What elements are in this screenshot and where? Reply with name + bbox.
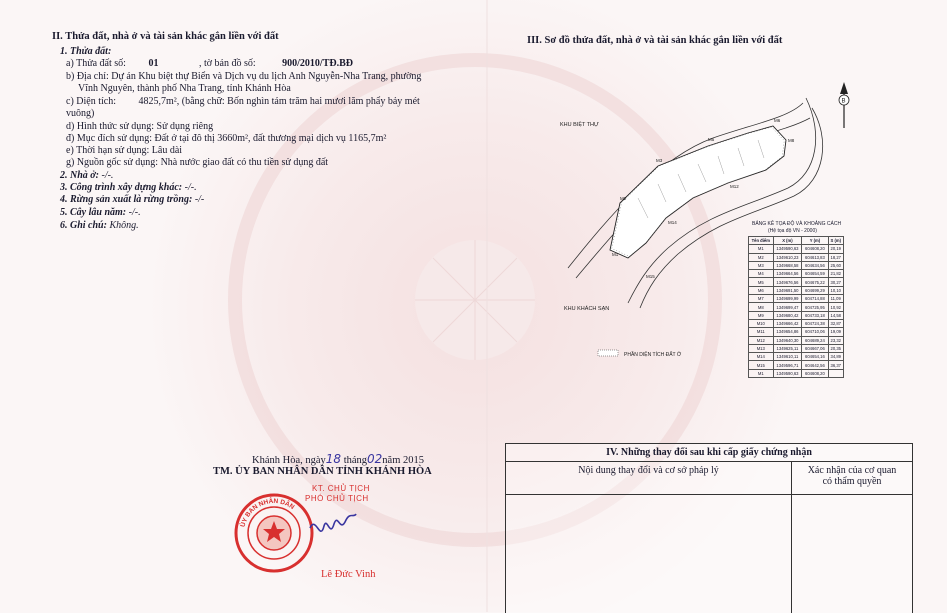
year-label: năm 2015 (382, 455, 424, 466)
svg-text:M15: M15 (646, 274, 655, 279)
signer-name: Lê Đức Vinh (321, 569, 376, 580)
coord-row (749, 295, 844, 303)
svg-text:M12: M12 (730, 184, 739, 189)
svg-text:ỦY BAN NHÂN DÂN: ỦY BAN NHÂN DÂN (239, 497, 296, 528)
coord-cell: 1349699,99 (773, 295, 802, 303)
kt-chairman: KT. CHỦ TỊCH (312, 484, 370, 493)
land-number-value: 01 (148, 58, 159, 69)
coord-cell: 11,09 (828, 295, 844, 303)
coord-cell: 10,10 (828, 286, 844, 294)
north-arrow-icon (839, 82, 849, 128)
coord-cell: 1349590,63 (773, 245, 802, 253)
item-construction-value: -/-. (184, 182, 197, 193)
item-construction (60, 182, 197, 194)
coord-cell: 30,27 (828, 278, 844, 286)
coord-cell: 1349590,63 (773, 369, 802, 377)
coord-cell: 36,37 (828, 361, 844, 369)
coord-cell: M13 (749, 344, 774, 352)
section3-title: III. Sơ đồ thửa đất, nhà ở và tài sản khác gắn liền với đất (527, 35, 783, 46)
coord-cell: M10 (749, 319, 774, 327)
coord-header-cell: X (m) (773, 237, 802, 245)
coord-cell: 1349610,11 (773, 353, 802, 361)
official-seal-and-signature (232, 490, 362, 580)
coord-cell: 1349640,30 (773, 336, 802, 344)
map-sheet-value: 900/2010/TĐ.BĐ (282, 58, 353, 69)
coord-cell: 1349666,42 (773, 319, 802, 327)
coord-table-title: BẢNG KÊ TỌA ĐỘ VÀ KHOẢNG CÁCH (752, 221, 842, 227)
coord-cell: M5 (749, 278, 774, 286)
coord-cell: 25,60 (828, 261, 844, 269)
coord-row (749, 369, 844, 377)
coord-cell: 14,58 (828, 311, 844, 319)
coord-cell: M6 (749, 286, 774, 294)
area-label: c) Diện tích: (66, 96, 116, 107)
item-house-value: -/-. (101, 170, 114, 181)
coord-cell: M1 (749, 245, 774, 253)
coord-cell (828, 369, 844, 377)
label-khu-biet-thu: KHU BIỆT THỰ (560, 122, 599, 128)
coord-cell: 20,19 (828, 245, 844, 253)
signature-stroke (310, 514, 356, 531)
vice-chairman: PHÓ CHỦ TỊCH (305, 494, 369, 503)
coord-row (749, 328, 844, 336)
legend-label: PHẦN DIỆN TÍCH ĐẤT Ở (624, 352, 682, 358)
section4-title: IV. Những thay đổi sau khi cấp giấy chứng nhận (506, 444, 912, 462)
address-line-1: b) Địa chỉ: Dự án Khu biệt thự Biển và Dịch vụ du lịch Anh Nguyễn-Nha Trang, phường (66, 71, 422, 82)
coord-cell: 1349668,58 (773, 261, 802, 269)
coordinate-table (748, 236, 844, 378)
item-note-value: Không. (109, 220, 139, 231)
svg-text:M3: M3 (656, 158, 663, 163)
usage-term: e) Thời hạn sử dụng: Lâu dài (66, 145, 183, 156)
coord-row (749, 311, 844, 319)
coord-cell: 604667,06 (802, 344, 828, 352)
svg-text:M6: M6 (774, 118, 781, 123)
usage-origin: g) Nguồn gốc sử dụng: Nhà nước giao đất có thu tiền sử dụng đất (66, 157, 329, 168)
coord-row (749, 319, 844, 327)
item-trees-value: -/-. (128, 207, 141, 218)
confirmation-header-line-2: có thẩm quyền (822, 476, 882, 487)
coord-cell: 604654,16 (802, 353, 828, 361)
coord-cell: 604675,22 (802, 278, 828, 286)
coord-cell: 1349596,71 (773, 361, 802, 369)
area-row (66, 96, 420, 108)
coord-cell: 1349676,56 (773, 278, 802, 286)
svg-text:B: B (841, 98, 846, 105)
land-number-row (66, 58, 353, 70)
area-value: 4825,7m², (bằng chữ: Bốn nghìn tám trăm hai mươi lăm phẩy bảy mét (138, 96, 420, 107)
coord-cell: M11 (749, 328, 774, 336)
coord-cell: 604714,88 (802, 295, 828, 303)
item-forest (60, 194, 204, 206)
coord-row (749, 361, 844, 369)
coord-header-cell: S (m) (828, 237, 844, 245)
coord-cell: M15 (749, 361, 774, 369)
coord-table-subtitle: (Hệ tọa độ VN - 2000) (768, 228, 817, 234)
changes-confirmation-header (792, 462, 912, 495)
confirmation-header-line-1: Xác nhận của cơ quan (807, 465, 897, 476)
changes-confirmation-column (792, 462, 912, 613)
coord-cell: 1349664,56 (773, 270, 802, 278)
coord-cell: 1349610,23 (773, 253, 802, 261)
coord-cell: 32,87 (828, 319, 844, 327)
coord-cell: 604608,20 (802, 369, 828, 377)
coord-cell: 604733,18 (802, 311, 828, 319)
item-construction-label: 3. Công trình xây dựng khác: (60, 182, 183, 193)
coord-cell: 21,82 (828, 270, 844, 278)
coord-cell: 604634,56 (802, 261, 828, 269)
coord-cell: M14 (749, 353, 774, 361)
coord-cell: 10,92 (828, 303, 844, 311)
coord-cell: M8 (749, 303, 774, 311)
usage-form: d) Hình thức sử dụng: Sử dụng riêng (66, 121, 214, 132)
legend-swatch (598, 350, 618, 356)
coord-row (749, 261, 844, 269)
coord-row (749, 336, 844, 344)
coord-cell: 20,35 (828, 344, 844, 352)
item-trees-label: 5. Cây lâu năm: (60, 207, 127, 218)
coord-cell: 604724,38 (802, 319, 828, 327)
section2-title: II. Thửa đất, nhà ở và tài sản khác gắn liền với đất (52, 31, 279, 42)
coord-cell: 34,89 (828, 353, 844, 361)
coord-cell: 604608,20 (802, 245, 828, 253)
coord-cell: 604642,56 (802, 361, 828, 369)
coord-row (749, 303, 844, 311)
coord-row (749, 286, 844, 294)
coord-cell: M4 (749, 270, 774, 278)
coord-cell: 1349691,50 (773, 286, 802, 294)
area-line-2: vuông) (66, 108, 95, 119)
coord-cell: 604613,83 (802, 253, 828, 261)
usage-purpose: đ) Mục đích sử dụng: Đất ở tại đô thị 3660m², đất thương mại dịch vụ 1165,7m² (66, 133, 387, 144)
coord-cell: 604710,06 (802, 328, 828, 336)
item-forest-value: -/- (194, 194, 205, 205)
month-handwritten: 02 (367, 452, 383, 466)
day-handwritten: 18 (325, 452, 342, 466)
coord-row (749, 245, 844, 253)
coord-cell: 604699,29 (802, 286, 828, 294)
coord-row (749, 253, 844, 261)
coord-cell: 1349625,11 (773, 344, 802, 352)
coord-cell: M12 (749, 336, 774, 344)
month-label: tháng (343, 455, 368, 466)
coord-cell: 1349699,47 (773, 303, 802, 311)
authority-title: TM. ỦY BAN NHÂN DÂN TỈNH KHÁNH HÒA (213, 466, 432, 477)
coord-header-cell: Y (m) (802, 237, 828, 245)
item-house-label: 2. Nhà ở: (60, 170, 99, 181)
coord-cell: M3 (749, 261, 774, 269)
coord-cell: 23,32 (828, 336, 844, 344)
coord-row (749, 353, 844, 361)
coord-cell: 18,27 (828, 253, 844, 261)
item-house (60, 170, 113, 182)
coord-row (749, 344, 844, 352)
coord-cell: 604725,95 (802, 303, 828, 311)
coord-cell: 604689,24 (802, 336, 828, 344)
coord-cell: M2 (749, 253, 774, 261)
item-trees (60, 207, 141, 219)
item-note-label: 6. Ghi chú: (60, 220, 107, 231)
svg-text:M5: M5 (708, 137, 715, 142)
label-khu-khach-san: KHU KHÁCH SẠN (564, 306, 610, 312)
land-number-label: a) Thửa đất số: (66, 58, 126, 69)
coord-row (749, 278, 844, 286)
svg-text:M2: M2 (620, 196, 627, 201)
place-date-prefix: Khánh Hòa, ngày (252, 455, 326, 466)
item-forest-label: 4. Rừng sản xuất là rừng trồng: (60, 194, 193, 205)
coordinate-table-header (749, 237, 844, 245)
coord-row (749, 270, 844, 278)
coord-cell: 1349654,86 (773, 328, 802, 336)
place-date (252, 453, 424, 467)
coord-cell: 1349680,42 (773, 311, 802, 319)
svg-text:M1: M1 (612, 252, 619, 257)
changes-content-header: Nội dung thay đổi và cơ sở pháp lý (506, 462, 791, 495)
map-sheet-label: , tờ bản đồ số: (198, 58, 256, 69)
svg-text:M14: M14 (668, 220, 677, 225)
coord-cell: M7 (749, 295, 774, 303)
address-line-2: Vĩnh Nguyên, thành phố Nha Trang, tỉnh Khánh Hòa (78, 83, 291, 94)
coord-cell: 604654,59 (802, 270, 828, 278)
seal-icon (236, 495, 312, 571)
coord-header-cell: Tên điểm (749, 237, 774, 245)
coord-cell: M1 (749, 369, 774, 377)
coord-cell: M9 (749, 311, 774, 319)
svg-text:M8: M8 (788, 138, 795, 143)
coord-cell: 19,09 (828, 328, 844, 336)
changes-content-column (506, 462, 792, 613)
land-heading: 1. Thửa đất: (60, 46, 112, 57)
coordinate-table-body (749, 245, 844, 378)
changes-table (505, 443, 913, 613)
item-note (60, 220, 139, 232)
